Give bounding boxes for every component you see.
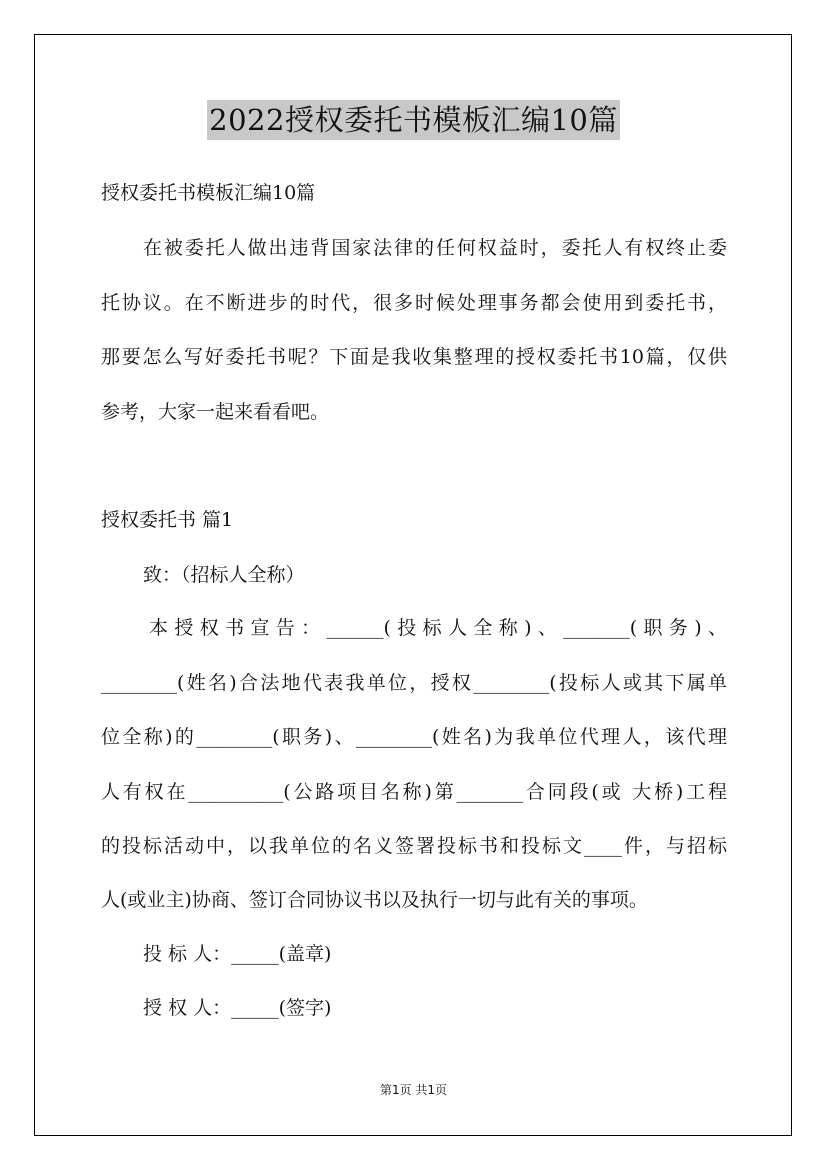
intro-line-2: 托协议。在不断进步的时代，很多时候处理事务都会使用到委托书， [101, 292, 727, 314]
document-subtitle: 授权委托书模板汇编10篇 [101, 182, 316, 204]
signature-authorizer: 授 权 人：_____(签字) [143, 997, 332, 1019]
body-line-6: 人(或业主)协商、签订合同协议书以及执行一切与此有关的事项。 [101, 889, 648, 911]
intro-line-4: 参考，大家一起来看看吧。 [101, 401, 330, 423]
page-footer: 第1页 共1页 [379, 1083, 448, 1097]
intro-line-1: 在被委托人做出违背国家法律的任何权益时，委托人有权终止委 [143, 237, 727, 259]
section-heading: 授权委托书 篇1 [101, 509, 234, 531]
title-container [0, 100, 827, 140]
body-line-1: 本授权书宣告：______(投标人全称)、_______(职务)、 [149, 617, 727, 639]
signature-bidder: 投 标 人：_____(盖章) [143, 943, 332, 965]
intro-line-3: 那要怎么写好委托书呢？下面是我收集整理的授权委托书10篇，仅供 [101, 346, 727, 368]
body-line-3: 位全称)的________(职务)、________(姓名)为我单位代理人，该代理 [101, 726, 727, 748]
body-line-5: 的投标活动中，以我单位的名义签署投标书和投标文____件，与招标 [101, 835, 727, 857]
addressee-line: 致：（招标人全称） [143, 564, 305, 586]
document-title: 2022授权委托书模板汇编10篇 [207, 100, 620, 140]
body-line-2: ________(姓名)合法地代表我单位，授权________(投标人或其下属单 [101, 672, 727, 694]
body-line-4: 人有权在__________(公路项目名称)第_______合同段(或 大桥)工程 [101, 781, 727, 803]
